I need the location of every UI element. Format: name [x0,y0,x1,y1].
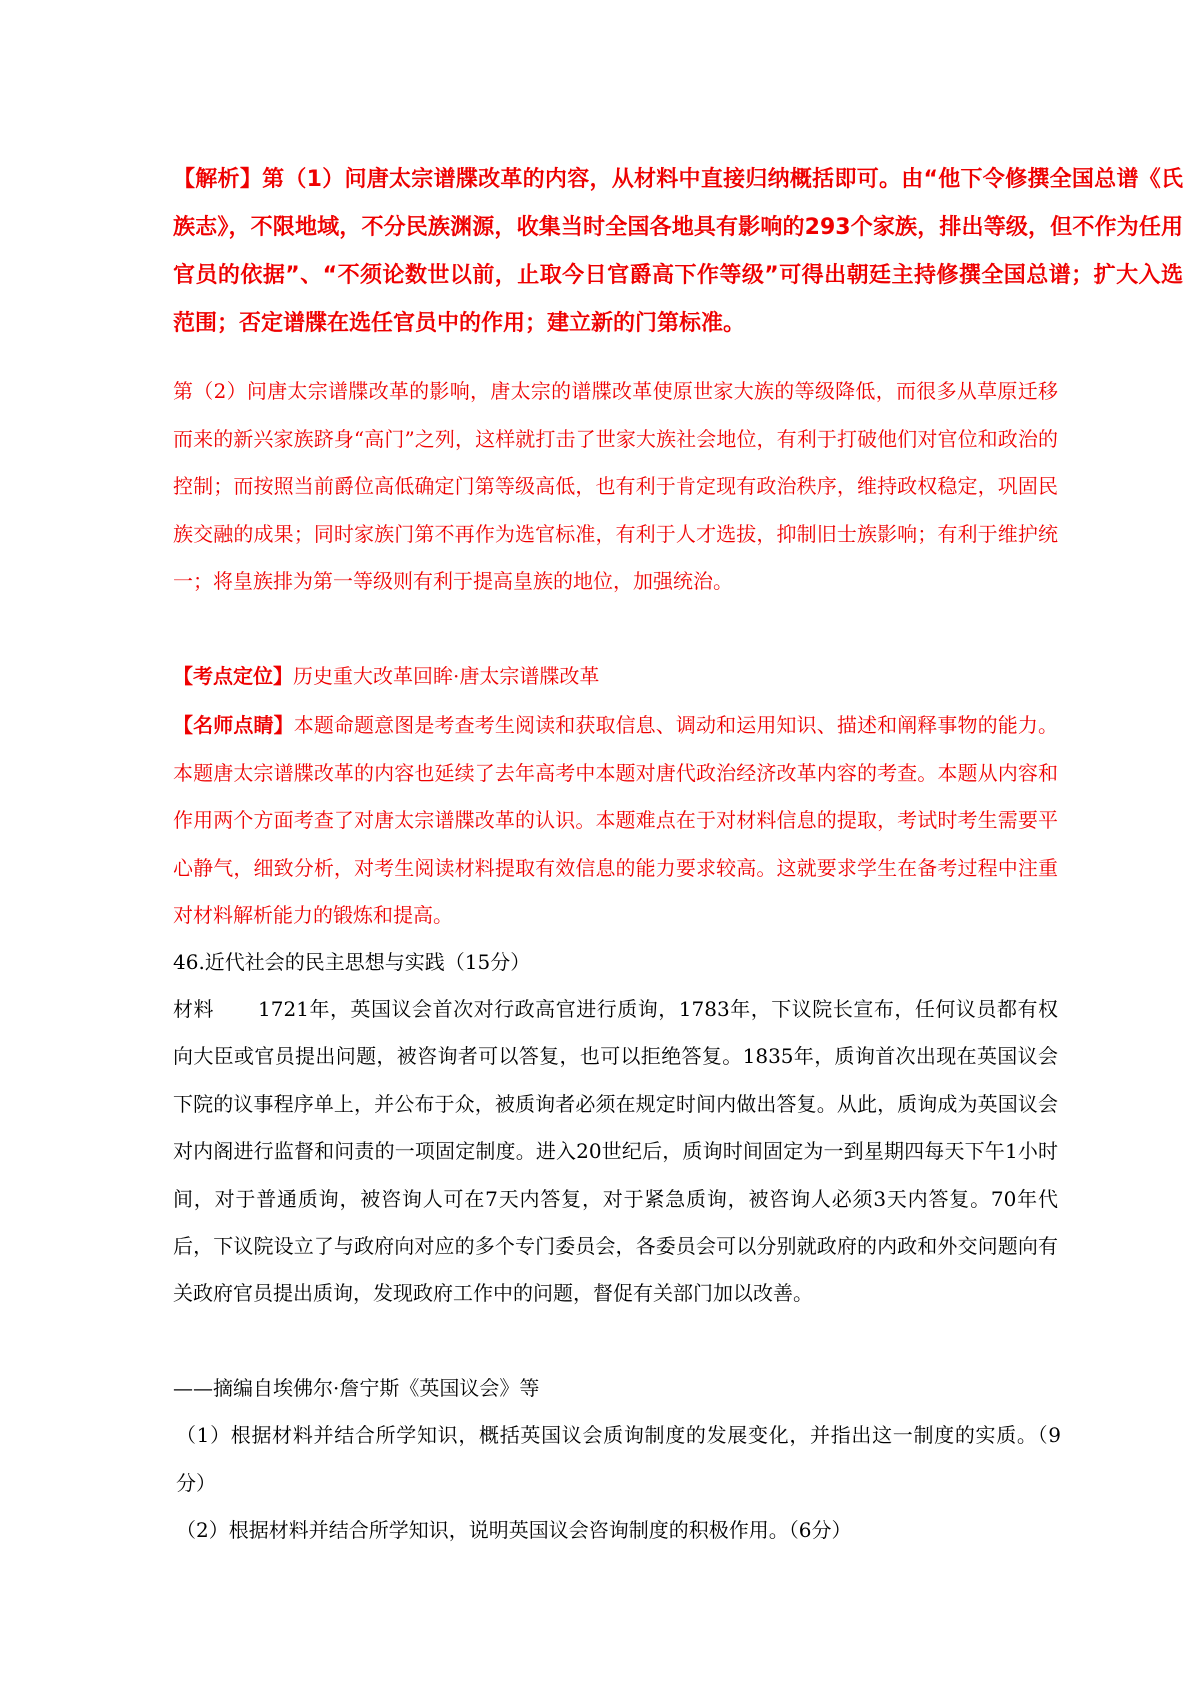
question-46-material [173,986,1058,1318]
kaodian-text: 历史重大改革回眸·唐太宗谱牒改革 [293,664,600,688]
analysis-part1-text: 第（1）问唐太宗谱牒改革的内容，从材料中直接归纳概括即可。由“他下令修撰全国总谱《氏族志》，不限地域，不分民族渊源，收集当时全国各地具有影响的293个家族，排出等级，但不作为任用官员的依据”、“不须论数世以前，止取今日官爵高下作等级”可得出朝廷主持修撰全国总谱；扩大入选范围；否定谱牒在选任官员中的作用；建立新的门第标准。 [173,167,1183,336]
analysis-part1-paragraph [173,156,1183,348]
kaodian-paragraph [173,653,1058,700]
mingshi-label: 【名师点睛】 [173,713,294,737]
material-label: 材料 [173,997,215,1021]
sub-question-1: （1）根据材料并结合所学知识，概括英国议会质询制度的发展变化，并指出这一制度的实质。（9分） [176,1423,1061,1495]
mingshi-paragraph [173,702,1058,940]
analysis-part2-paragraph: 第（2）问唐太宗谱牒改革的影响，唐太宗的谱牒改革使原世家大族的等级降低，而很多从草原迁移而来的新兴家族跻身“高门”之列，这样就打击了世家大族社会地位，有利于打破他们对官位和政治的控制；而按照当前爵位高低确定门第等级高低，也有利于肯定现有政治秩序，维持政权稳定，巩固民族交融的成果；同时家族门第不再作为选官标准，有利于人才选拔，抑制旧士族影响；有利于维护统一；将皇族排为第一等级则有利于提高皇族的地位，加强统治。 [173,379,1058,593]
question-46-title: 46.近代社会的民主思想与实践（15分） [173,950,531,974]
sub-question-2: （2）根据材料并结合所学知识，说明英国议会咨询制度的积极作用。（6分） [176,1518,852,1542]
kaodian-label: 【考点定位】 [173,664,293,688]
material-text: 1721年，英国议会首次对行政高官进行质询，1783年，下议院长宣布，任何议员都有权向大臣或官员提出问题，被咨询者可以答复，也可以拒绝答复。1835年，质询首次出现在英国议会下院的议事程序单上，并公布于众，被质询者必须在规定时间内做出答复。从此，质询成为英国议会对内阁进行监督和问责的一项固定制度。进入20世纪后，质询时间固定为一到星期四每天下午1小时间，对于普通质询，被咨询人可在7天内答复，对于紧急质询，被咨询人必须3天内答复。70年代后，下议院设立了与政府向对应的多个专门委员会，各委员会可以分别就政府的内政和外交问题向有关政府官员提出质询，发现政府工作中的问题，督促有关部门加以改善。 [173,997,1059,1306]
material-source: ——摘编自埃佛尔·詹宁斯《英国议会》等 [173,1376,540,1400]
analysis-label: 【解析】 [173,167,263,192]
mingshi-text: 本题命题意图是考查考生阅读和获取信息、调动和运用知识、描述和阐释事物的能力。本题唐太宗谱牒改革的内容也延续了去年高考中本题对唐代政治经济改革内容的考查。本题从内容和作用两个方面考查了对唐太宗谱牒改革的认识。本题难点在于对材料信息的提取，考试时考生需要平心静气，细致分析，对考生阅读材料提取有效信息的能力要求较高。这就要求学生在备考过程中注重对材料解析能力的锻炼和提高。 [173,713,1059,927]
